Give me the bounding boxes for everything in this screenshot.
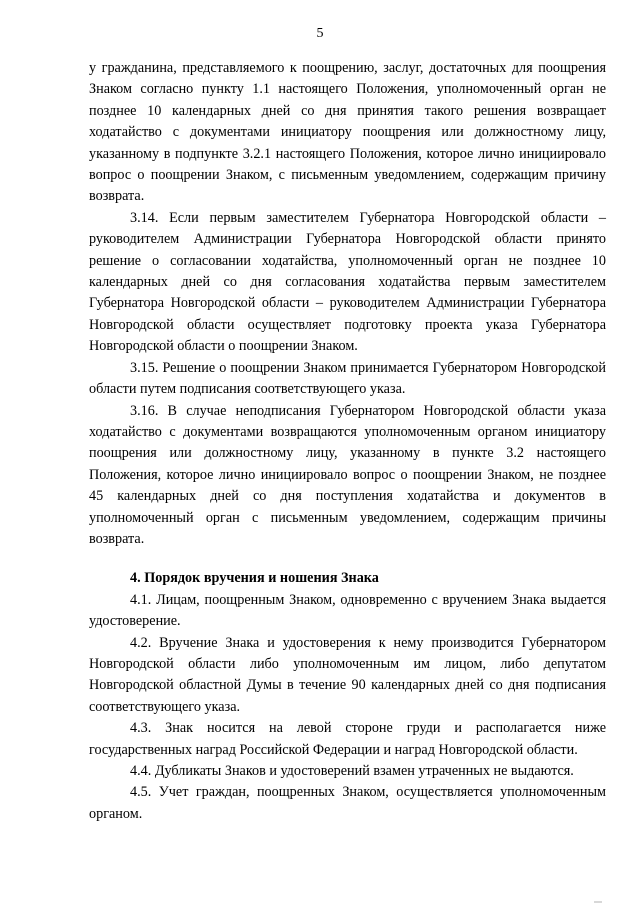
paragraph-4-5: 4.5. Учет граждан, поощренных Знаком, осуществляется уполномоченным органом. [89,784,606,822]
paragraph-4-3: 4.3. Знак носится на левой стороне груди и располагается ниже государственных наград Российской Федерации и наград Новгородской области. [89,720,606,758]
paragraph-3-14: 3.14. Если первым заместителем Губернатора Новгородской области – руководителем Администрации Губернатора Новгородской области принято решение о согласовании ходатайства, уполномоченный орган не позднее 10 календарных дней со дня согласования ходатайства первым заместителем Губернатора Новгородской области – руководителем Администрации Губернатора Новгородской области осуществляет подготовку проекта указа Губернатора Новгородской области о поощрении Знаком. [89,209,606,355]
paragraph-4-4: 4.4. Дубликаты Знаков и удостоверений взамен утраченных не выдаются. [130,763,574,779]
scan-corner-mark [594,901,602,903]
section-4-heading: 4. Порядок вручения и ношения Знака [130,570,379,587]
paragraph-4-2: 4.2. Вручение Знака и удостоверения к нему производится Губернатором Новгородской области либо уполномоченным им лицом, либо депутатом Новгородской областной Думы в течение 90 календарных дней со дня подписания соответствующего указа. [89,634,606,715]
paragraph-3-16: 3.16. В случае неподписания Губернатором Новгородской области указа ходатайство с документами возвращаются уполномоченным органом инициатору поощрения или должностному лицу, указанному в пункте 3.2 настоящего Положения, которое лично инициировало вопрос о поощрении Знаком, не позднее 45 календарных дней со дня поступления ходатайства и документов в уполномоченный орган с письменным уведомлением, содержащим причины возврата. [89,402,606,547]
page-number: 5 [316,26,324,41]
paragraph-4-1: 4.1. Лицам, поощренным Знаком, одновременно с вручением Знака выдается удостоверение. [89,591,606,630]
paragraph-3-15: 3.15. Решение о поощрении Знаком принимается Губернатором Новгородской области путем подписания соответствующего указа. [89,359,606,398]
paragraph-continuation: у гражданина, представляемого к поощрению, заслуг, достаточных для поощрения Знаком согласно пункту 1.1 настоящего Положения, уполномоченный орган не позднее 10 календарных дней со дня принятия такого решения возвращает ходатайство с документами инициатору поощрения или должностному лицу, указанному в подпункте 3.2.1 настоящего Положения, которое лично инициировало вопрос о поощрении Знаком, с письменным уведомлением, содержащим причину возврата. [89,60,606,205]
document-body [89,58,606,825]
